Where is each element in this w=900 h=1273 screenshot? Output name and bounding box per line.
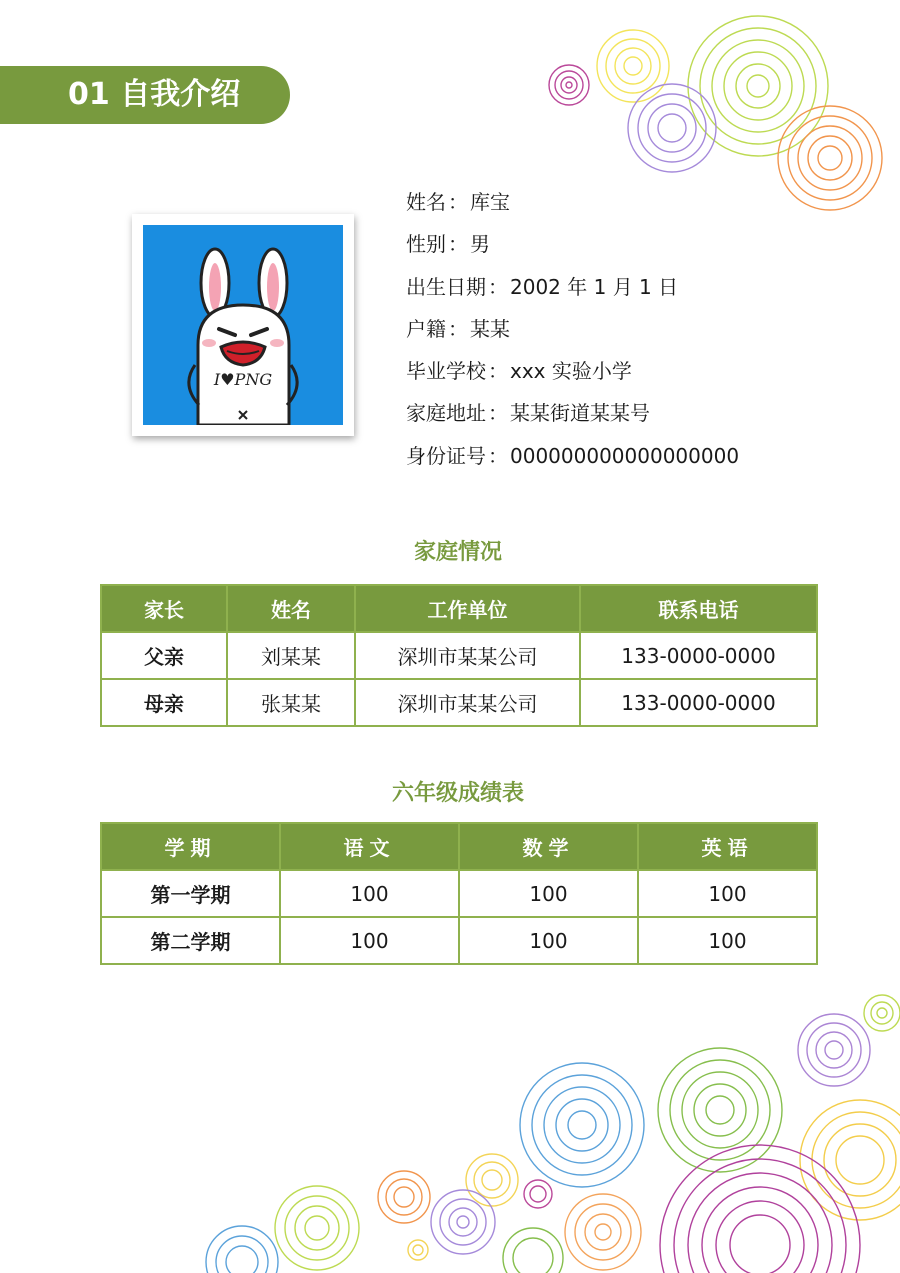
section-header — [0, 66, 290, 124]
header-cell: 联系电话 — [580, 585, 817, 632]
family-table-title: 家庭情况 — [413, 540, 502, 565]
table-cell: 深圳市某某公司 — [355, 679, 580, 726]
table-cell: 100 — [459, 870, 638, 917]
table-cell: 父亲 — [101, 632, 227, 679]
info-row-school: 毕业学校 ： xxx 实验小学 — [406, 359, 632, 384]
table-cell: 100 — [638, 870, 817, 917]
grades-table-header — [101, 823, 817, 870]
grades-table — [100, 822, 818, 965]
profile-info — [406, 183, 739, 479]
table-cell: 100 — [280, 917, 459, 964]
table-cell: 第一学期 — [101, 870, 280, 917]
table-cell: 张某某 — [227, 679, 355, 726]
table-cell: 133-0000-0000 — [580, 679, 817, 726]
table-cell: 100 — [459, 917, 638, 964]
table-cell: 133-0000-0000 — [580, 632, 817, 679]
info-row-hometown: 户籍 ： 某某 — [406, 316, 510, 341]
header-cell: 英语 — [638, 823, 817, 870]
section-number: 01 — [68, 77, 110, 112]
info-row-address: 家庭地址 ： 某某街道某某号 — [406, 401, 650, 426]
family-table-header — [101, 585, 817, 632]
table-cell: 第二学期 — [101, 917, 280, 964]
table-row — [101, 917, 817, 964]
family-table — [100, 584, 818, 727]
table-cell: 100 — [280, 870, 459, 917]
info-row-birthdate: 出生日期 ： 2002 年 1 月 1 日 — [406, 274, 679, 299]
info-row-gender: 性别 ： 男 — [406, 232, 490, 257]
section-title: 自我介绍 — [120, 77, 241, 112]
info-row-id-number: 身份证号 ： 000000000000000000 — [406, 443, 740, 468]
profile-photo-frame — [132, 214, 354, 436]
table-row — [101, 870, 817, 917]
profile-photo-rabbit — [143, 225, 343, 425]
header-cell: 姓名 — [227, 585, 355, 632]
table-cell: 100 — [638, 917, 817, 964]
header-cell: 数学 — [459, 823, 638, 870]
header-cell: 家长 — [101, 585, 227, 632]
table-row — [101, 679, 817, 726]
grades-table-title: 六年级成绩表 — [391, 781, 524, 806]
table-cell: 深圳市某某公司 — [355, 632, 580, 679]
header-cell: 工作单位 — [355, 585, 580, 632]
info-row-name: 姓名 ： 库宝 — [406, 190, 510, 214]
table-row — [101, 632, 817, 679]
header-cell: 学期 — [101, 823, 280, 870]
table-cell: 刘某某 — [227, 632, 355, 679]
table-cell: 母亲 — [101, 679, 227, 726]
shirt-text: I♥PNG — [213, 370, 273, 389]
header-cell: 语文 — [280, 823, 459, 870]
